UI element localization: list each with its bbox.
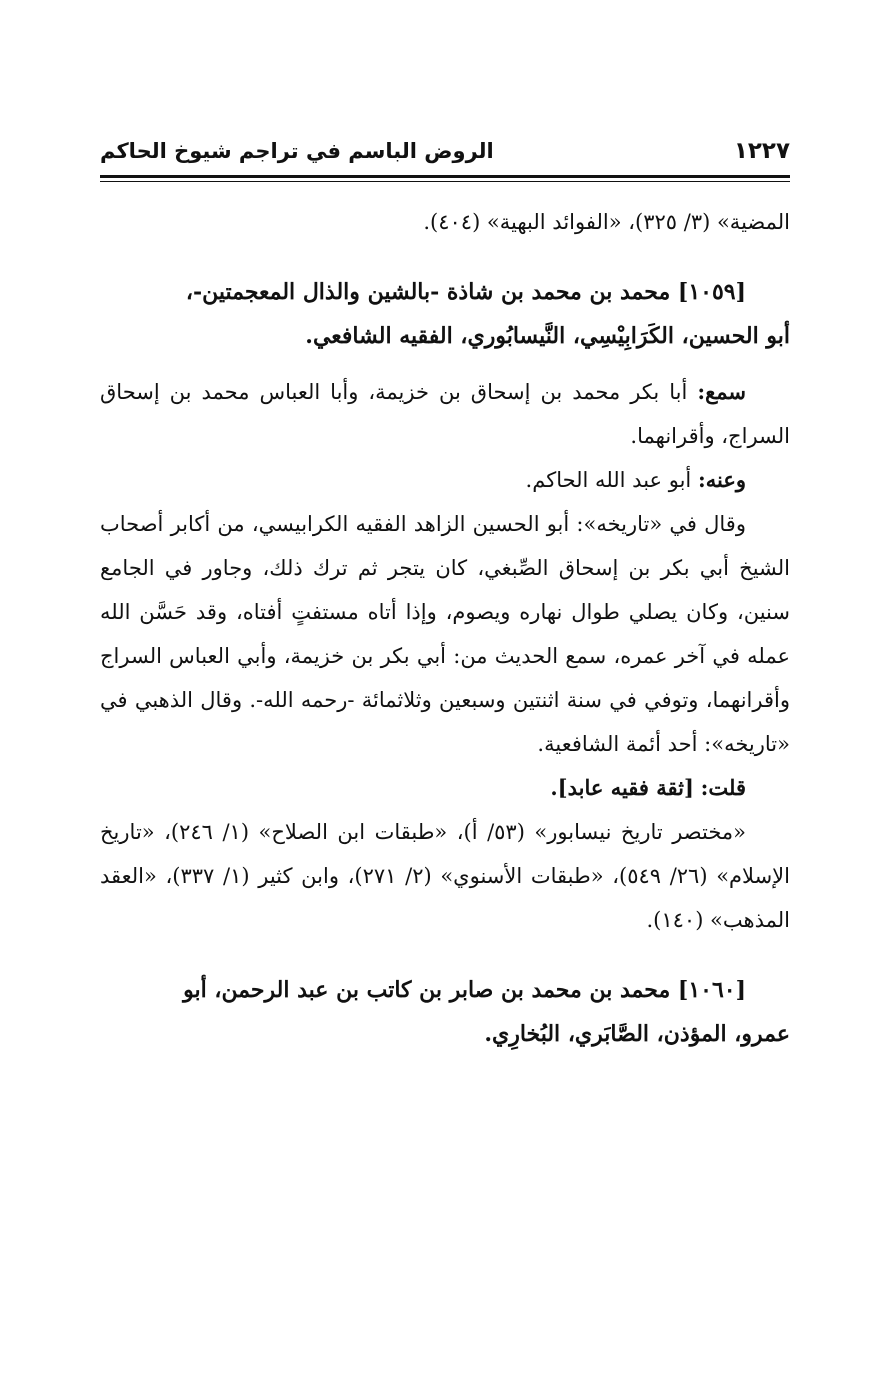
running-title: الروض الباسم في تراجم شيوخ الحاكم — [100, 139, 494, 163]
sama-text: أبا بكر محمد بن إسحاق بن خزيمة، وأبا العباس محمد بن إسحاق السراج، وأقرانهما. — [100, 380, 790, 448]
header-rule-thin — [100, 181, 790, 182]
header-rule — [100, 175, 790, 178]
spacer — [100, 244, 790, 270]
page-body — [100, 200, 790, 1056]
entry-1059-heading-line1: [١٠٥٩] محمد بن محمد بن شاذة -بالشين والذال المعجمتين-، — [185, 279, 746, 305]
entry-1059-qultu — [100, 766, 790, 810]
qultu-label: قلت: — [700, 775, 746, 800]
qultu-text: [ثقة فقيه عابد]. — [550, 775, 694, 800]
entry-1059-qala: وقال في «تاريخه»: أبو الحسين الزاهد الفقيه الكرابيسي، من أكابر أصحاب الشيخ أبي بكر بن إسحاق الصِّبغي، كان يتجر ثم ترك ذلك، وجاور في الجامع سنين، وكان يصلي طوال نهاره ويصوم، وإذا أتاه مستفتٍ أفتاه، وقد حَسَّن الله عمله في آخر عمره، سمع الحديث من: أبي بكر بن خزيمة، وأبي العباس السراج وأقرانهما، وتوفي في سنة اثنتين وسبعين وثلاثمائة -رحمه الله-. وقال الذهبي في «تاريخه»: أحد أئمة الشافعية. — [100, 512, 791, 756]
entry-1059-sama — [100, 370, 790, 458]
spacer — [100, 358, 790, 370]
sama-label: سمع: — [697, 379, 746, 404]
entry-1060-heading-line1: [١٠٦٠] محمد بن محمد بن صابر بن كاتب بن عبد الرحمن، أبو — [183, 977, 746, 1003]
entry-1059-heading-line2: أبو الحسين، الكَرَابِيْسِي، النَّيسابُوري، الفقيه الشافعي. — [305, 323, 790, 349]
entry-1059-anhu — [100, 458, 790, 502]
spacer — [100, 942, 790, 968]
entry-1060-heading-line2: عمرو، المؤذن، الصَّابَري، البُخارِي. — [484, 1021, 790, 1047]
page-number: ١٢٢٧ — [733, 138, 790, 164]
continuation-text: المضية» (٣/ ٣٢٥)، «الفوائد البهية» (٤٠٤). — [423, 210, 790, 234]
anhu-text: أبو عبد الله الحاكم. — [525, 468, 692, 492]
page-header — [100, 132, 790, 170]
anhu-label: وعنه: — [697, 467, 746, 492]
entry-1059-sources: «مختصر تاريخ نيسابور» (٥٣/ أ)، «طبقات ابن الصلاح» (١/ ٢٤٦)، «تاريخ الإسلام» (٢٦/ ٥٤٩)، «طبقات الأسنوي» (٢/ ٢٧١)، وابن كثير (١/ ٣٣٧)، «العقد المذهب» (١٤٠). — [100, 820, 790, 932]
